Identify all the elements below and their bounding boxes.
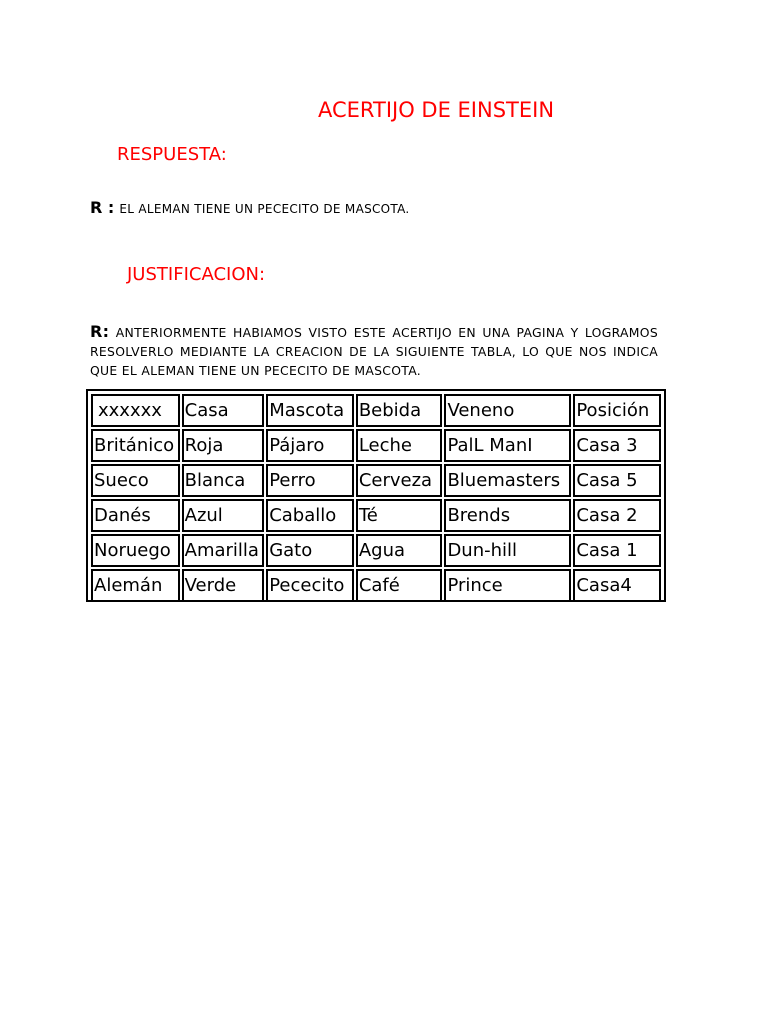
table-cell: Pececito [266, 569, 354, 602]
table-cell: Prince [444, 569, 571, 602]
table-cell: Casa 2 [573, 499, 661, 532]
table-cell: Noruego [91, 534, 180, 567]
solution-table-frame [86, 389, 666, 602]
solution-table-body [91, 394, 661, 602]
table-cell: Cerveza [356, 464, 443, 497]
table-header-cell: Casa [182, 394, 265, 427]
solution-table [89, 392, 663, 604]
justification-paragraph [90, 322, 658, 380]
table-row [91, 429, 661, 462]
table-cell: Perro [266, 464, 354, 497]
table-cell: Danés [91, 499, 180, 532]
table-header-cell: Posición [573, 394, 661, 427]
table-cell: Amarilla [182, 534, 265, 567]
table-row [91, 569, 661, 602]
table-cell: Roja [182, 429, 265, 462]
table-cell: Casa 5 [573, 464, 661, 497]
table-cell: Alemán [91, 569, 180, 602]
table-header-cell: Mascota [266, 394, 354, 427]
justification-label: R: [90, 322, 110, 341]
respuesta-heading: RESPUESTA: [117, 144, 227, 165]
table-header-cell: xxxxxx [91, 394, 180, 427]
table-cell: Dun-hill [444, 534, 571, 567]
table-cell: Agua [356, 534, 443, 567]
table-cell: Brends [444, 499, 571, 532]
table-cell: Café [356, 569, 443, 602]
table-cell: Gato [266, 534, 354, 567]
table-cell: Verde [182, 569, 265, 602]
table-cell: Sueco [91, 464, 180, 497]
table-cell: Bluemasters [444, 464, 571, 497]
table-header-row [91, 394, 661, 427]
table-cell: Blanca [182, 464, 265, 497]
answer-line [90, 198, 410, 217]
table-header-cell: Veneno [444, 394, 571, 427]
answer-label: R : [90, 198, 115, 217]
justificacion-heading: JUSTIFICACION: [127, 264, 266, 285]
table-row [91, 534, 661, 567]
table-cell: Casa 1 [573, 534, 661, 567]
answer-text: EL ALEMAN TIENE UN PECECITO DE MASCOTA. [119, 202, 410, 216]
document-title: ACERTIJO DE EINSTEIN [318, 98, 555, 122]
table-cell: Té [356, 499, 443, 532]
table-header-cell: Bebida [356, 394, 443, 427]
table-cell: Casa 3 [573, 429, 661, 462]
justification-text: ANTERIORMENTE HABIAMOS VISTO ESTE ACERTIJO EN UNA PAGINA Y LOGRAMOS RESOLVERLO MEDIANTE LA CREACION DE LA SIGUIENTE TABLA, LO QUE NOS INDICA QUE EL ALEMAN TIENE UN PECECITO DE MASCOTA. [90, 325, 658, 378]
table-cell: Leche [356, 429, 443, 462]
table-cell: Caballo [266, 499, 354, 532]
table-cell: PalL ManI [444, 429, 571, 462]
table-row [91, 464, 661, 497]
table-row [91, 499, 661, 532]
table-cell: Pájaro [266, 429, 354, 462]
table-cell: Británico [91, 429, 180, 462]
table-cell: Casa4 [573, 569, 661, 602]
table-cell: Azul [182, 499, 265, 532]
